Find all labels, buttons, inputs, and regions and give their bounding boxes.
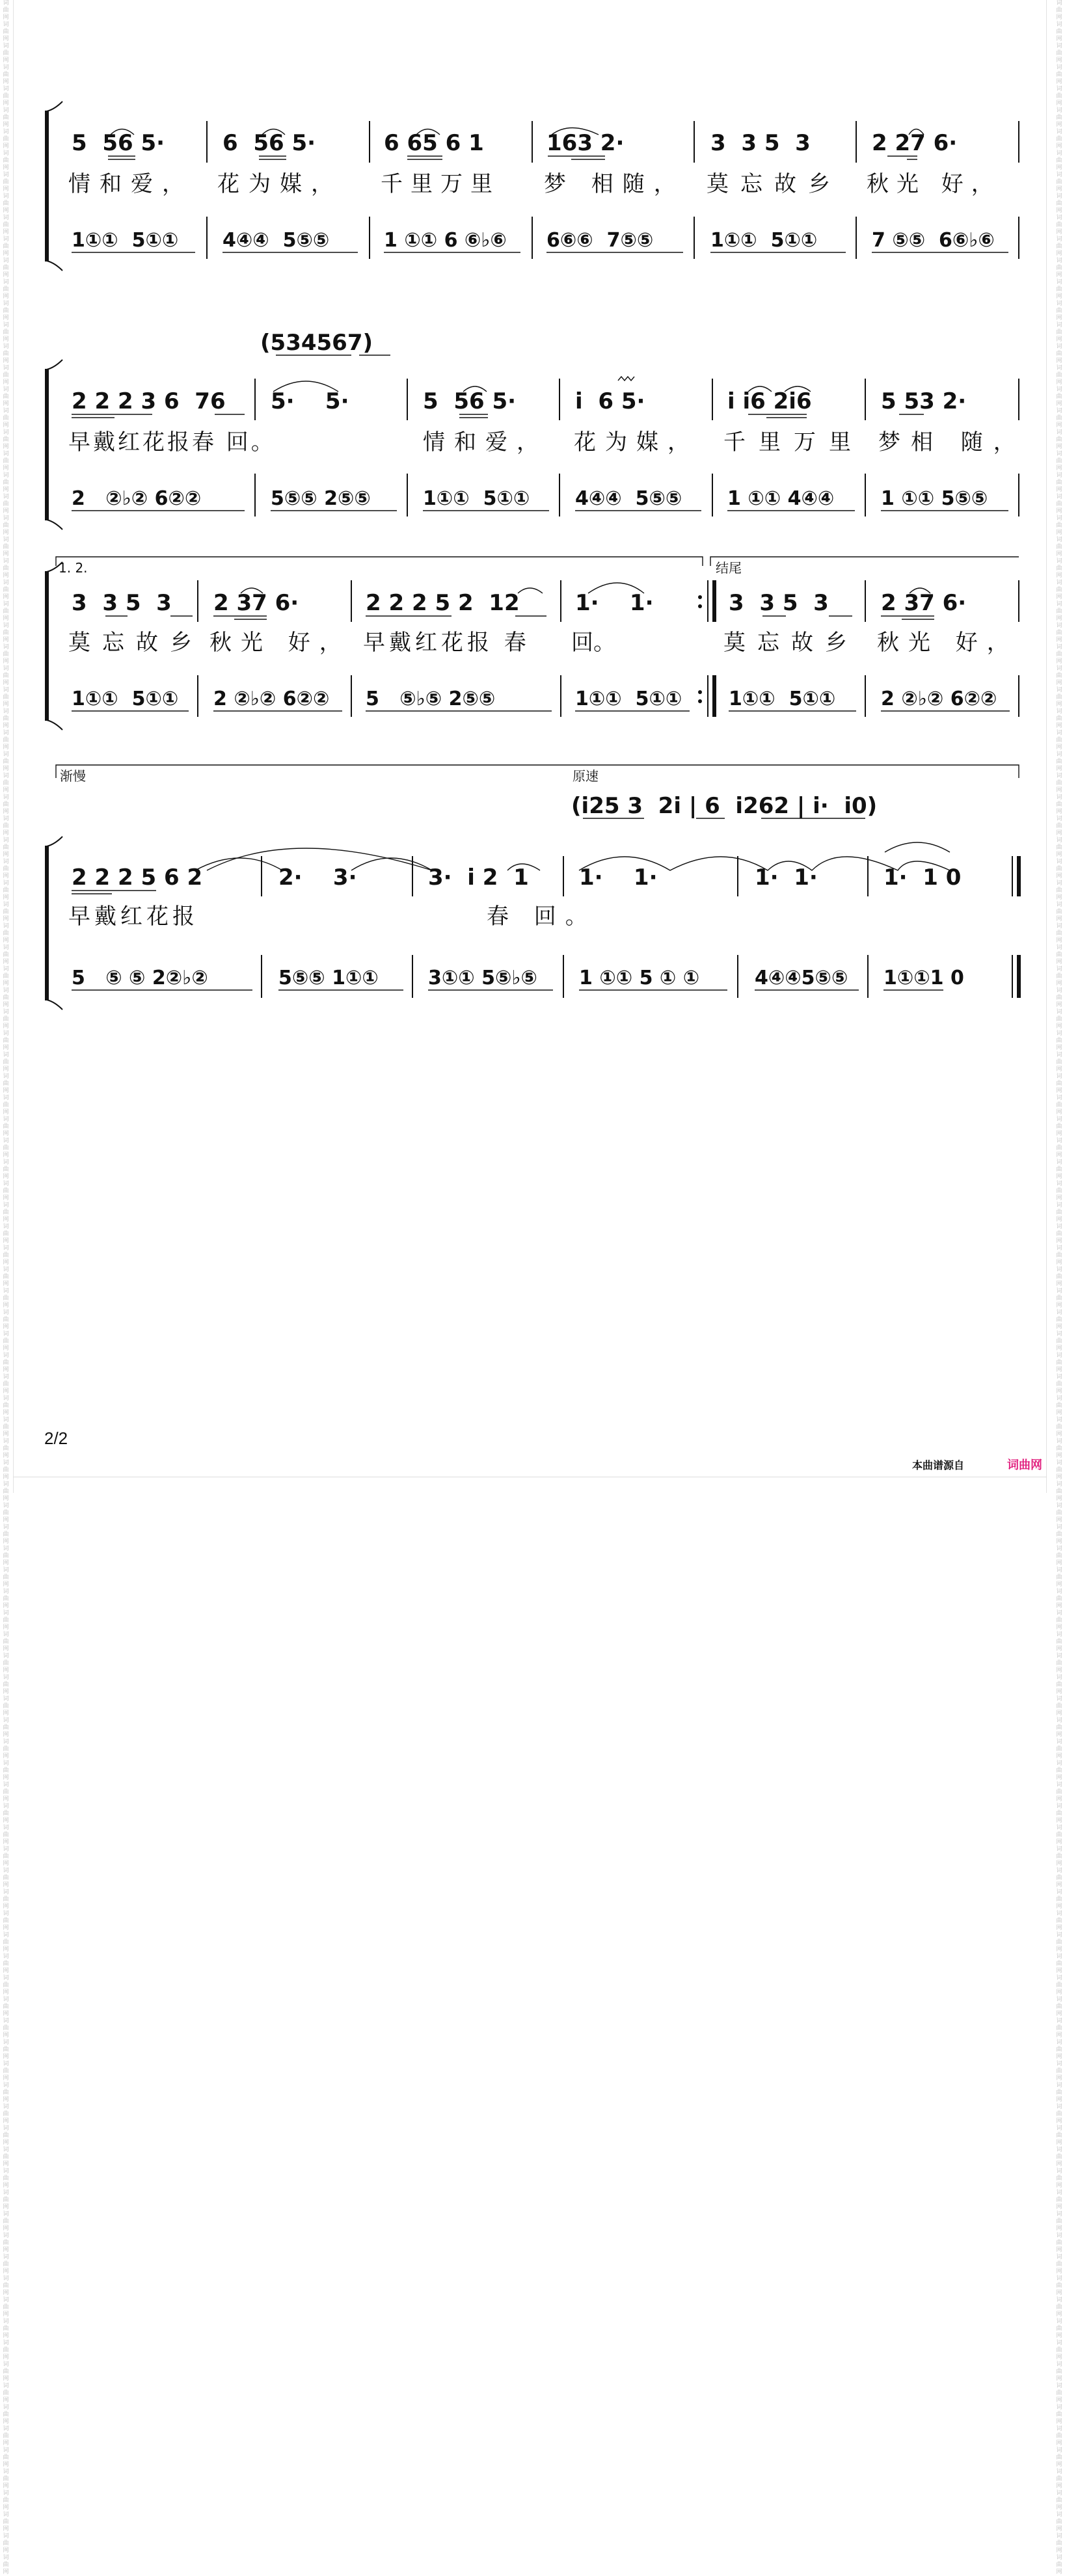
system-2-lyrics <box>68 429 1026 455</box>
accomp-3-6: 2 ②♭② 6②② <box>881 688 997 710</box>
measure-2-4-melody: i 6 5· <box>575 388 645 414</box>
accomp-1-1: 1①① 5①① <box>72 229 179 252</box>
measure-4-4-melody: 1· 1· <box>579 865 658 891</box>
system-3 <box>47 557 1019 730</box>
measure-4-2-melody: 2· 3· <box>278 865 357 891</box>
accomp-1-4: 6⑥⑥ 7⑤⑤ <box>546 229 654 252</box>
system-3-repeat-dots <box>698 595 702 703</box>
system-4-melody <box>72 865 961 891</box>
accomp-2-4: 4④④ 5⑤⑤ <box>575 487 682 510</box>
accomp-3-4: 1①① 5①① <box>575 688 682 710</box>
measure-1-1-melody: 5 56 5· <box>72 130 165 156</box>
lyric-1-5: 莫忘故乡 <box>707 171 842 197</box>
measure-1-4-melody: 163 2· <box>546 130 625 156</box>
measure-1-2-melody: 6 56 5· <box>222 130 316 156</box>
measure-3-6-melody: 2 37 6· <box>881 590 967 616</box>
measure-3-3-melody: 2 2 2 5 2 12 <box>366 590 520 616</box>
measure-3-4-melody: 1· 1· <box>575 590 654 616</box>
system-3-accomp <box>72 688 1010 711</box>
lyric-3-6: 秋光 好， <box>877 630 1018 656</box>
bracket-bottom-hook <box>47 261 62 271</box>
lyric-1-3: 千里万里 <box>381 171 500 197</box>
side-watermark-right: 词曲网 词曲网 词曲网 词曲网 词曲网 词曲网 词曲网 词曲网 词曲网 词曲网 词曲网 词曲网 词曲网 词曲网 词曲网 词曲网 词曲网 词曲网 词曲网 词曲网 词曲网 词曲网 词曲网 词曲网 词曲网 词曲网 词曲网 词曲网 词曲网 词曲网 词曲网 词曲网 词曲网 词曲网 词曲网 词曲网 词曲网 词曲网 词曲网 词曲网 词曲网 词曲网 词曲网 词曲网 词曲网 词曲网 词曲网 词曲网 词曲网 词曲网 词曲网 词曲网 词曲网 词曲网 词曲网 词曲网 词曲网 词曲网 词曲网 词曲网 词曲网 词曲网 词曲网 词曲网 词曲网 词曲网 词曲网 词曲网 词曲网 词曲网 词曲网 词曲网 词曲网 词曲网 词曲网 词曲网 词曲网 词曲网 词曲网 词曲网 词曲网 词曲网 词曲网 词曲网 词曲网 词曲网 词曲网 词曲网 词曲网 词曲网 词曲网 词曲网 词曲网 词曲网 词曲网 词曲网 词曲网 词曲网 词曲网 词曲网 词曲网 词曲网 词曲网 词曲网 词曲网 词曲网 词曲网 词曲网 词曲网 词曲网 词曲网 词曲网 词曲网 词曲网 词曲网 词曲网 词曲网 词曲网 词曲网 词曲网 <box>1056 0 1062 2575</box>
ending-bracket <box>710 557 1019 566</box>
measure-1-5-melody: 3 3 5 3 <box>710 130 811 156</box>
bracket-top-hook <box>47 837 62 846</box>
lyric-4-1: 早戴红花报 <box>68 904 198 930</box>
volta-bracket <box>56 557 703 566</box>
lyric-3-2: 秋光 好， <box>209 630 351 656</box>
measure-2-5-melody: i i6 2i6 <box>727 388 812 414</box>
lyric-3-5: 莫忘故乡 <box>723 630 859 656</box>
accomp-2-3: 1①① 5①① <box>423 487 530 510</box>
volta-label: 1. 2. <box>59 560 88 576</box>
accomp-2-1: 2 ②♭② 6②② <box>72 487 202 510</box>
measure-1-6-melody: 2 27 6· <box>872 130 958 156</box>
lyric-4-3: 春 回。 <box>487 904 597 930</box>
lyric-2-5: 千里万里 <box>723 429 864 455</box>
measure-3-5-melody: 3 3 5 3 <box>729 590 829 616</box>
measure-2-1-melody: 2 2 2 3 6 76 <box>72 388 226 414</box>
accomp-4-3: 3①① 5⑤♭⑤ <box>428 967 537 989</box>
system-1 <box>47 101 1019 271</box>
lyric-1-6: 秋光 好， <box>867 171 1001 197</box>
lyric-3-3: 早戴红花报 春 <box>363 630 530 656</box>
lyric-2-6: 梦相 随， <box>878 429 1026 455</box>
lyric-3-1: 莫忘故乡 <box>68 630 204 656</box>
measure-4-6-melody: 1· 1 0 <box>883 865 962 891</box>
accomp-4-5: 4④④5⑤⑤ <box>755 967 848 989</box>
measure-1-3-melody: 6 65 6 1 <box>384 130 484 156</box>
system-4 <box>47 765 1019 1010</box>
measure-4-3-melody: 3· i 2 1 <box>428 865 529 891</box>
system-4-lyrics <box>68 904 597 930</box>
lyric-1-2: 花为媒， <box>217 171 342 197</box>
bracket-top-hook <box>47 360 62 369</box>
accomp-1-3: 1 ①① 6 ⑥♭⑥ <box>384 229 507 252</box>
accomp-3-2: 2 ②♭② 6②② <box>213 688 330 710</box>
system-1-accomp <box>72 229 1008 252</box>
a-tempo-label: 原速 <box>573 768 599 784</box>
system-2-melody <box>72 388 966 414</box>
rit-label: 渐慢 <box>60 768 86 784</box>
intro-4: (i25 3 2i | 6 i262 | i· i0) <box>571 793 878 819</box>
side-watermark-left: 词曲网 词曲网 词曲网 词曲网 词曲网 词曲网 词曲网 词曲网 词曲网 词曲网 词曲网 词曲网 词曲网 词曲网 词曲网 词曲网 词曲网 词曲网 词曲网 词曲网 词曲网 词曲网 词曲网 词曲网 词曲网 词曲网 词曲网 词曲网 词曲网 词曲网 词曲网 词曲网 词曲网 词曲网 词曲网 词曲网 词曲网 词曲网 词曲网 词曲网 词曲网 词曲网 词曲网 词曲网 词曲网 词曲网 词曲网 词曲网 词曲网 词曲网 词曲网 词曲网 词曲网 词曲网 词曲网 词曲网 词曲网 词曲网 词曲网 词曲网 词曲网 词曲网 词曲网 词曲网 词曲网 词曲网 词曲网 词曲网 词曲网 词曲网 词曲网 词曲网 词曲网 词曲网 词曲网 词曲网 词曲网 词曲网 词曲网 词曲网 词曲网 词曲网 词曲网 词曲网 词曲网 词曲网 词曲网 词曲网 词曲网 词曲网 词曲网 词曲网 词曲网 词曲网 词曲网 词曲网 词曲网 词曲网 词曲网 词曲网 词曲网 词曲网 词曲网 词曲网 词曲网 词曲网 词曲网 词曲网 词曲网 词曲网 词曲网 词曲网 词曲网 词曲网 词曲网 词曲网 词曲网 词曲网 词曲网 词曲网 <box>3 0 9 2575</box>
lyric-2-4: 花为媒， <box>574 429 699 455</box>
system-4-accomp <box>72 967 964 990</box>
lyric-1-1: 情和爱， <box>68 171 193 197</box>
lyric-2-3: 情和爱， <box>423 429 548 455</box>
measure-4-1-melody: 2 2 2 5 6 2 <box>72 865 203 891</box>
accomp-4-4: 1 ①① 5 ① ① <box>579 967 700 989</box>
measure-2-2-melody: 5· 5· <box>271 388 349 414</box>
footer-site-logo[interactable]: 词曲网 <box>1007 1458 1042 1471</box>
measure-3-2-melody: 2 37 6· <box>213 590 299 616</box>
system-1-lyrics <box>68 171 1001 197</box>
accomp-3-5: 1①① 5①① <box>729 688 836 710</box>
system-2 <box>47 330 1026 530</box>
accomp-2-2: 5⑤⑤ 2⑤⑤ <box>271 487 371 510</box>
system-2-accomp <box>72 487 1008 511</box>
system-3-lyrics <box>68 630 1018 656</box>
measure-4-5-melody: 1· 1· <box>755 865 818 891</box>
bracket-bottom-hook <box>47 720 62 730</box>
accomp-4-6: 1①①1 0 <box>883 967 964 989</box>
accomp-1-6: 7 ⑤⑤ 6⑥♭⑥ <box>872 229 995 252</box>
accomp-3-3: 5 ⑤♭⑤ 2⑤⑤ <box>366 688 496 710</box>
accomp-4-1: 5 ⑤ ⑤ 2②♭② <box>72 967 208 989</box>
bracket-bottom-hook <box>47 1000 62 1010</box>
bracket-bottom-hook <box>47 520 62 530</box>
intro-2: (534567) <box>260 330 373 356</box>
lyric-3-4: 回。 <box>571 630 615 656</box>
lyric-2-1: 早戴红花报春 回。 <box>68 429 276 455</box>
accomp-4-2: 5⑤⑤ 1①① <box>278 967 379 989</box>
ending-label: 结尾 <box>716 560 742 576</box>
accomp-1-5: 1①① 5①① <box>710 229 818 252</box>
accomp-1-2: 4④④ 5⑤⑤ <box>222 229 330 252</box>
measure-2-3-melody: 5 56 5· <box>423 388 517 414</box>
lyric-1-4: 梦 相随， <box>544 171 685 197</box>
measure-3-1-melody: 3 3 5 3 <box>72 590 172 616</box>
accomp-2-6: 1 ①① 5⑤⑤ <box>881 487 988 510</box>
system-1-melody <box>72 130 957 156</box>
page-number: 2/2 <box>44 1429 68 1448</box>
tempo-bracket <box>56 765 1019 778</box>
accomp-3-1: 1①① 5①① <box>72 688 179 710</box>
measure-2-6-melody: 5 53 2· <box>881 388 967 414</box>
bracket-top-hook <box>47 101 62 111</box>
footer-source-text: 本曲谱源自 <box>912 1460 965 1471</box>
accomp-2-5: 1 ①① 4④④ <box>727 487 835 510</box>
system-3-melody <box>72 590 966 616</box>
